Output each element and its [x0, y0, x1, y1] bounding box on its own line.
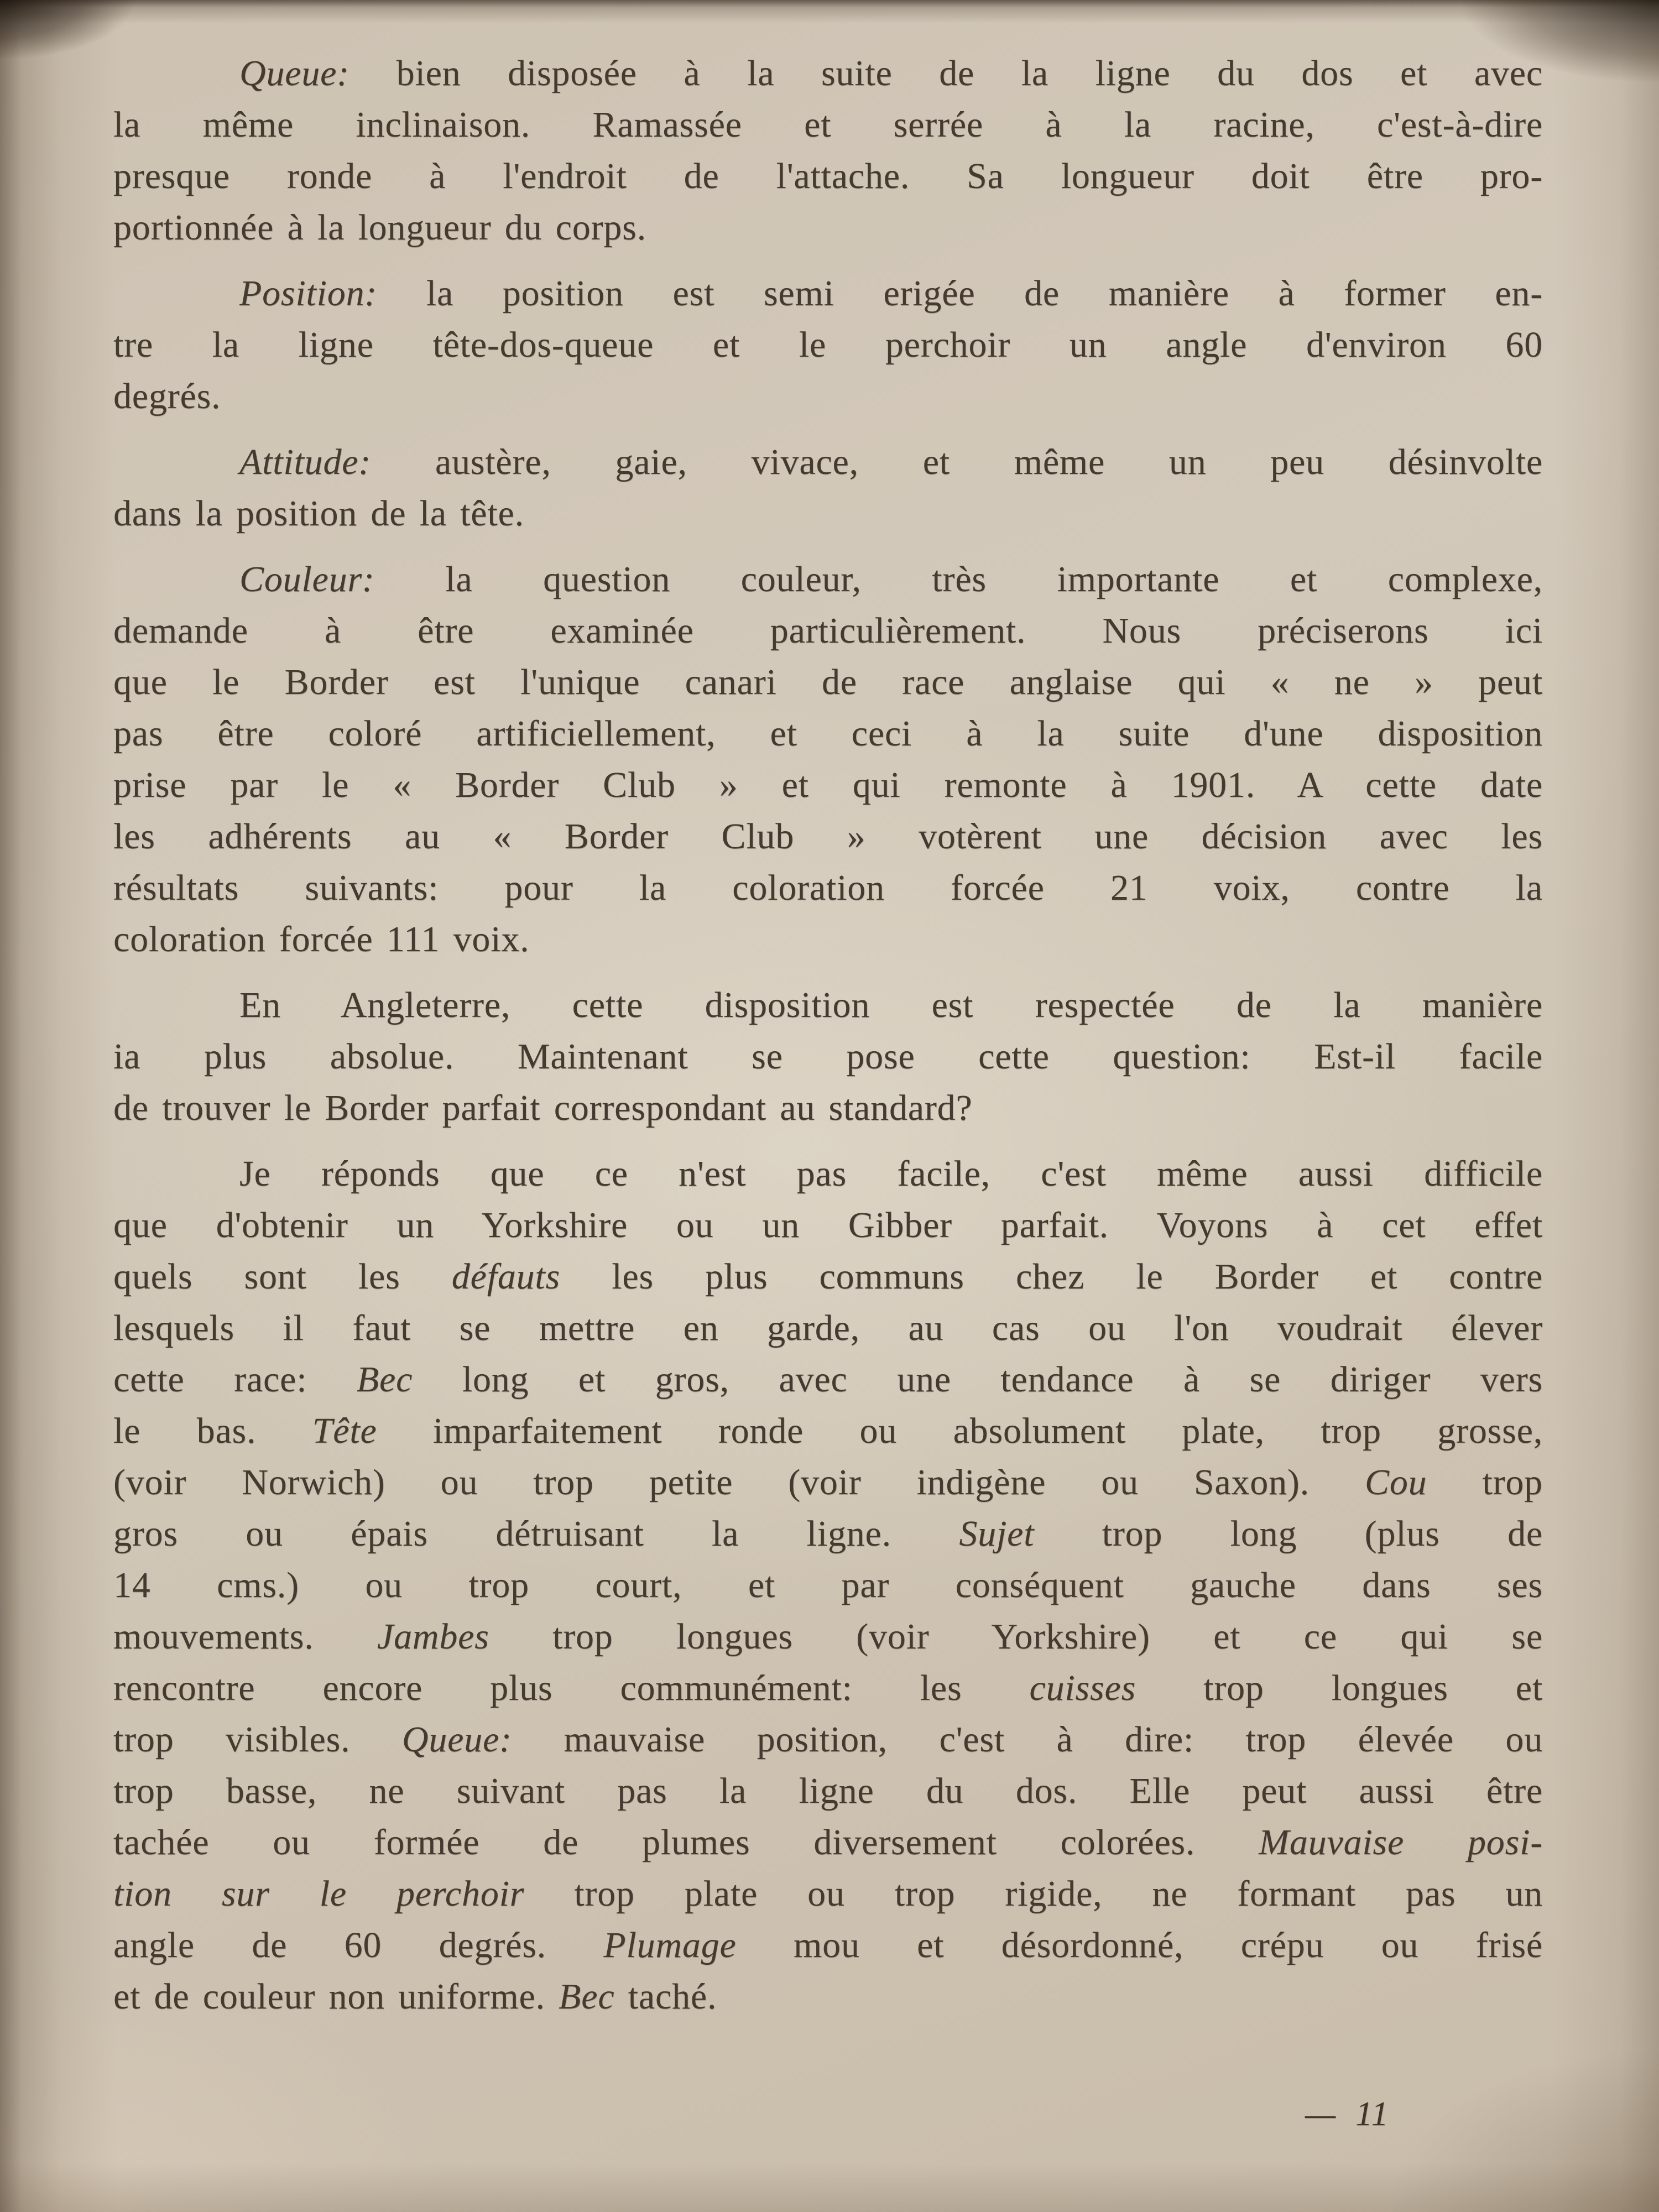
body-text: En Angleterre, cette disposition est respectée de la manière: [239, 985, 1543, 1025]
body-text: que d'obtenir un Yorkshire ou un Gibber parfait. Voyons à cet effet: [113, 1205, 1543, 1245]
text-line: [113, 1082, 1543, 1134]
body-text: trop longues (voir Yorkshire) et ce qui se: [489, 1616, 1543, 1657]
text-line: [113, 554, 1543, 605]
body-text: Je réponds que ce n'est pas facile, c'est même aussi difficile: [239, 1154, 1543, 1194]
italic-text: Jambes: [377, 1616, 489, 1657]
paragraph: [113, 268, 1543, 422]
text-line: [113, 1508, 1543, 1559]
italic-text: Couleur:: [239, 559, 375, 599]
body-text: long et gros, avec une tendance à se diriger vers: [413, 1359, 1543, 1400]
text-line: [113, 1405, 1543, 1457]
body-text: taché.: [614, 1976, 717, 2017]
italic-text: Position:: [239, 273, 378, 314]
text-line: [113, 371, 1543, 422]
body-text: que le Border est l'unique canari de race anglaise qui « ne » peut: [113, 662, 1543, 702]
body-text: tachée ou formée de plumes diversement colorées.: [113, 1822, 1259, 1863]
body-text: la même inclinaison. Ramassée et serrée à la racine, c'est-à-dire: [113, 105, 1543, 145]
body-text: tre la ligne tête-dos-queue et le perchoir un angle d'environ 60: [113, 325, 1543, 365]
paragraph: [113, 554, 1543, 965]
italic-text: Plumage: [603, 1925, 737, 1965]
body-text: bien disposée à la suite de la ligne du dos et avec: [349, 53, 1543, 93]
text-line: [113, 48, 1543, 99]
italic-text: Queue:: [239, 53, 350, 93]
text-line: [113, 914, 1543, 965]
body-text: trop plate ou trop rigide, ne formant pas un: [524, 1874, 1543, 1914]
body-text: dans la position de la tête.: [113, 493, 524, 534]
body-text: demande à être examinée particulièrement. Nous préciserons ici: [113, 611, 1543, 651]
text-line: [113, 99, 1543, 150]
text-line: [113, 488, 1543, 539]
body-text: mauvaise position, c'est à dire: trop élevée ou: [512, 1719, 1543, 1760]
body-text: mouvements.: [113, 1616, 377, 1657]
italic-text: cuisses: [1029, 1668, 1136, 1708]
text-line: [113, 436, 1543, 488]
italic-text: Tête: [312, 1411, 377, 1451]
body-text: trop visibles.: [113, 1719, 402, 1760]
body-text: la question couleur, très importante et complexe,: [374, 559, 1543, 599]
body-text: de trouver le Border parfait correspondant au standard?: [113, 1088, 973, 1128]
body-text: les plus communs chez le Border et contre: [560, 1256, 1543, 1297]
text-line: [113, 1559, 1543, 1611]
text-line: [113, 1868, 1543, 1919]
italic-text: Bec: [559, 1976, 615, 2017]
body-text: trop long (plus de: [1034, 1514, 1543, 1554]
body-text: trop longues et: [1136, 1668, 1543, 1708]
body-text: quels sont les: [113, 1256, 452, 1297]
body-text: presque ronde à l'endroit de l'attache. Sa longueur doit être pro-: [113, 156, 1543, 196]
text-line: [113, 1354, 1543, 1405]
page-number: [1305, 2095, 1390, 2134]
text-line: [113, 605, 1543, 656]
body-text: mou et désordonné, crépu ou frisé: [736, 1925, 1543, 1965]
paragraph: [113, 1148, 1543, 2022]
text-line: [113, 862, 1543, 914]
italic-text: défauts: [451, 1256, 561, 1297]
body-text: imparfaitement ronde ou absolument plate, trop grosse,: [377, 1411, 1543, 1451]
text-line: [113, 1662, 1543, 1714]
body-text: et de couleur non uniforme.: [113, 1976, 559, 2017]
paragraph: [113, 48, 1543, 253]
body-text: la position est semi erigée de manière à former en-: [377, 273, 1543, 314]
body-text: ia plus absolue. Maintenant se pose cette question: Est-il facile: [113, 1036, 1543, 1077]
italic-text: Bec: [356, 1359, 413, 1400]
page-number-value: 11: [1355, 2095, 1390, 2133]
body-text: angle de 60 degrés.: [113, 1925, 604, 1965]
text-line: [113, 1919, 1543, 1971]
body-text: rencontre encore plus communément: les: [113, 1668, 1030, 1708]
text-line: [113, 1765, 1543, 1817]
body-text: les adhérents au « Border Club » votèrent une décision avec les: [113, 816, 1543, 857]
text-line: [113, 759, 1543, 811]
text-line: [113, 708, 1543, 759]
italic-text: Mauvaise posi-: [1259, 1822, 1543, 1863]
text-line: [113, 811, 1543, 862]
body-text: prise par le « Border Club » et qui remonte à 1901. A cette date: [113, 765, 1543, 805]
text-line: [113, 1148, 1543, 1199]
text-line: [113, 268, 1543, 319]
body-text: austère, gaie, vivace, et même un peu désinvolte: [371, 442, 1543, 482]
text-block: [113, 48, 1543, 2037]
body-text: pas être coloré artificiellement, et ceci à la suite d'une disposition: [113, 713, 1543, 754]
italic-text: Cou: [1365, 1462, 1427, 1503]
text-line: [113, 1971, 1543, 2022]
body-text: gros ou épais détruisant la ligne.: [113, 1514, 959, 1554]
text-line: [113, 202, 1543, 253]
text-line: [113, 319, 1543, 371]
text-line: [113, 1302, 1543, 1354]
body-text: lesquels il faut se mettre en garde, au cas ou l'on voudrait élever: [113, 1308, 1543, 1348]
text-line: [113, 1457, 1543, 1508]
text-line: [113, 1031, 1543, 1082]
body-text: trop basse, ne suivant pas la ligne du dos. Elle peut aussi être: [113, 1771, 1543, 1811]
text-line: [113, 1251, 1543, 1302]
text-line: [113, 150, 1543, 202]
text-line: [113, 1611, 1543, 1662]
body-text: trop: [1427, 1462, 1543, 1503]
italic-text: Attitude:: [239, 442, 372, 482]
text-line: [113, 979, 1543, 1031]
body-text: 14 cms.) ou trop court, et par conséquent gauche dans ses: [113, 1565, 1543, 1605]
body-text: (voir Norwich) ou trop petite (voir indigène ou Saxon).: [113, 1462, 1365, 1503]
text-line: [113, 656, 1543, 708]
body-text: cette race:: [113, 1359, 357, 1400]
body-text: degrés.: [113, 376, 221, 416]
body-text: coloration forcée 111 voix.: [113, 919, 530, 959]
body-text: résultats suivants: pour la coloration forcée 21 voix, contre la: [113, 868, 1543, 908]
paragraph: [113, 436, 1543, 539]
text-line: [113, 1817, 1543, 1868]
italic-text: Queue:: [401, 1719, 512, 1760]
body-text: portionnée à la longueur du corps.: [113, 207, 646, 248]
paragraph: [113, 979, 1543, 1134]
italic-text: tion sur le perchoir: [113, 1874, 525, 1914]
italic-text: Sujet: [959, 1514, 1035, 1554]
text-line: [113, 1714, 1543, 1765]
text-line: [113, 1199, 1543, 1251]
body-text: le bas.: [113, 1411, 312, 1451]
page-number-dash: —: [1305, 2095, 1337, 2133]
